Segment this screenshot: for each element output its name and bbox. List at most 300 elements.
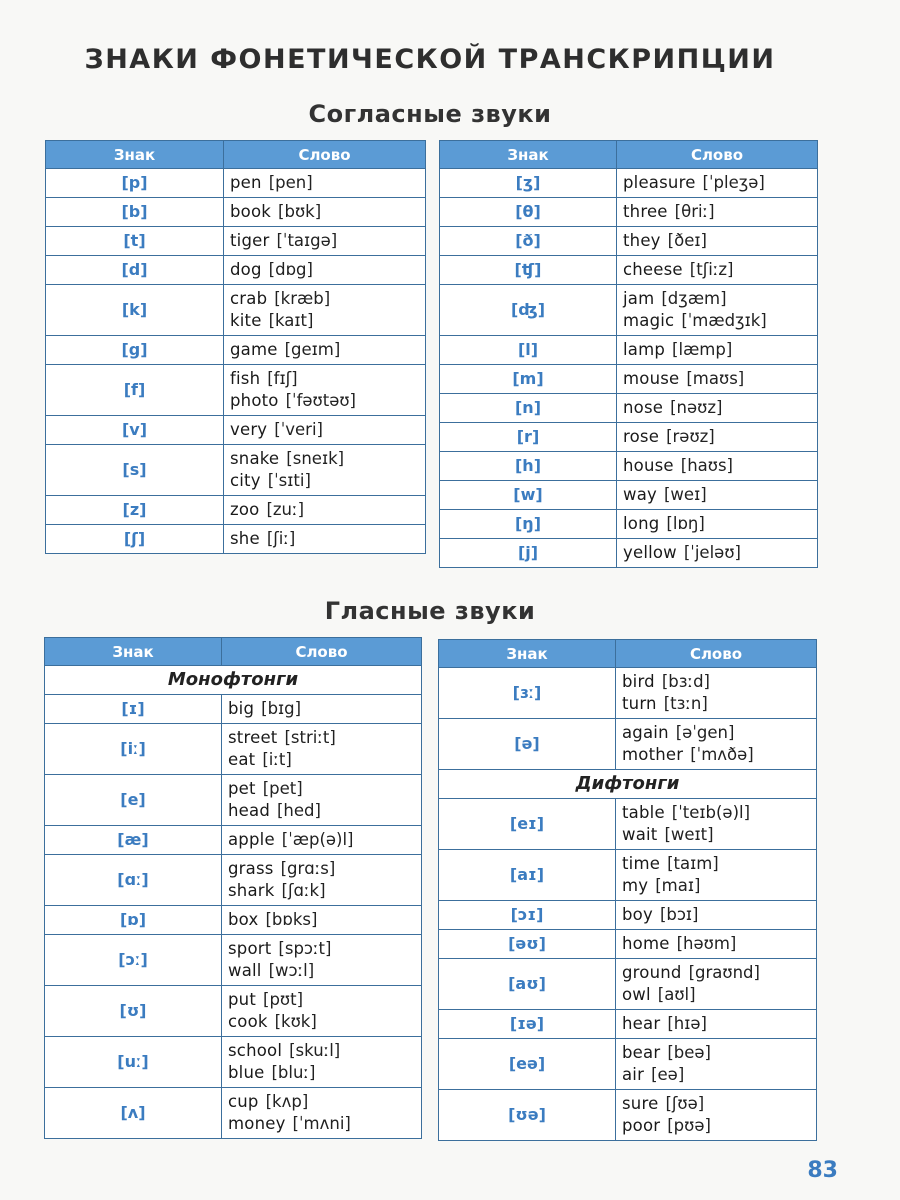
table-row: [439, 959, 817, 1010]
example-line: [228, 749, 421, 771]
example-word: my: [622, 876, 649, 895]
example-line: [228, 1113, 421, 1135]
example-word: box: [228, 910, 259, 929]
example-cell: [616, 719, 817, 770]
example-cell: [617, 452, 818, 481]
vowels-table-right: [438, 639, 817, 1141]
transcription: [skuːl]: [289, 1041, 341, 1060]
phonetic-symbol: [ʊə]: [439, 1090, 616, 1141]
transcription: [bʊk]: [278, 202, 322, 221]
transcription: [beə]: [667, 1043, 711, 1062]
example-word: kite: [230, 311, 262, 330]
example-cell: [224, 445, 426, 496]
example-line: [230, 339, 425, 361]
example-word: blue: [228, 1063, 265, 1082]
example-line: [623, 513, 817, 535]
example-line: [623, 339, 817, 361]
example-word: three: [623, 202, 668, 221]
transcription: [zuː]: [266, 500, 305, 519]
subheader-label: Монофтонги: [45, 666, 422, 695]
table-row: [45, 724, 422, 775]
table-row: [439, 1039, 817, 1090]
example-line: [230, 499, 425, 521]
example-cell: [617, 336, 818, 365]
table-row: [440, 481, 818, 510]
table-row: [439, 668, 817, 719]
phonetic-symbol: [f]: [46, 365, 224, 416]
example-line: [228, 1062, 421, 1084]
table-row: [46, 169, 426, 198]
example-cell: [224, 336, 426, 365]
transcription: [kʊk]: [274, 1012, 317, 1031]
transcription: [tɜːn]: [663, 694, 708, 713]
example-word: eat: [228, 750, 256, 769]
transcription: [ðeɪ]: [667, 231, 707, 250]
example-word: book: [230, 202, 272, 221]
example-line: [228, 1011, 421, 1033]
example-word: photo: [230, 391, 279, 410]
phonetic-symbol: [m]: [440, 365, 617, 394]
example-line: [230, 310, 425, 332]
example-word: house: [623, 456, 674, 475]
example-cell: [617, 539, 818, 568]
transcription: [hɪə]: [667, 1014, 707, 1033]
example-cell: [616, 1010, 817, 1039]
example-cell: [616, 668, 817, 719]
consonants-heading: Согласные звуки: [308, 100, 552, 128]
transcription: [sneɪk]: [286, 449, 345, 468]
table-row: [440, 423, 818, 452]
phonetic-symbol: [d]: [46, 256, 224, 285]
phonetic-symbol: [ə]: [439, 719, 616, 770]
example-word: sport: [228, 939, 272, 958]
transcription: [aʊl]: [657, 985, 696, 1004]
phonetic-symbol: [aʊ]: [439, 959, 616, 1010]
table-row: [439, 930, 817, 959]
example-line: [622, 1093, 816, 1115]
example-word: long: [623, 514, 660, 533]
table-row: [440, 365, 818, 394]
table-row: [440, 510, 818, 539]
example-word: bird: [622, 672, 655, 691]
example-line: [228, 698, 421, 720]
example-cell: [222, 1037, 422, 1088]
table-row: [46, 365, 426, 416]
example-word: lamp: [623, 340, 666, 359]
table-row: [440, 394, 818, 423]
phonetic-symbol: [ɒ]: [45, 906, 222, 935]
example-line: [228, 938, 421, 960]
transcription: [ˈmʌðə]: [690, 745, 754, 764]
example-cell: [616, 901, 817, 930]
transcription: [bɜːd]: [661, 672, 710, 691]
example-word: dog: [230, 260, 262, 279]
example-line: [230, 528, 425, 550]
transcription: [bɔɪ]: [659, 905, 699, 924]
example-line: [623, 455, 817, 477]
example-line: [228, 727, 421, 749]
example-line: [622, 1064, 816, 1086]
phonetic-symbol: [ɔː]: [45, 935, 222, 986]
phonetic-symbol: [s]: [46, 445, 224, 496]
example-line: [623, 201, 817, 223]
example-line: [622, 875, 816, 897]
example-cell: [617, 227, 818, 256]
phonetic-symbol: [ʒ]: [440, 169, 617, 198]
example-cell: [224, 416, 426, 445]
table-row: [45, 986, 422, 1037]
example-word: very: [230, 420, 268, 439]
example-word: time: [622, 854, 661, 873]
example-word: grass: [228, 859, 274, 878]
column-header-word: Слово: [616, 640, 817, 668]
example-line: [230, 230, 425, 252]
phonetic-symbol: [ʃ]: [46, 525, 224, 554]
example-cell: [222, 906, 422, 935]
example-line: [623, 310, 817, 332]
example-word: shark: [228, 881, 275, 900]
phonetic-symbol: [j]: [440, 539, 617, 568]
example-cell: [224, 227, 426, 256]
example-cell: [616, 959, 817, 1010]
table-row: [46, 445, 426, 496]
example-line: [623, 397, 817, 419]
table-row: [440, 227, 818, 256]
transcription: [maʊs]: [686, 369, 745, 388]
example-line: [623, 230, 817, 252]
example-word: home: [622, 934, 670, 953]
transcription: [graʊnd]: [688, 963, 760, 982]
example-cell: [617, 256, 818, 285]
table-row: [46, 525, 426, 554]
transcription: [ˈfəʊtəʊ]: [285, 391, 356, 410]
table-row: [46, 336, 426, 365]
phonetic-symbol: [aɪ]: [439, 850, 616, 901]
example-line: [622, 1042, 816, 1064]
table-row: [45, 935, 422, 986]
example-line: [622, 904, 816, 926]
example-cell: [617, 285, 818, 336]
example-line: [228, 989, 421, 1011]
transcription: [nəʊz]: [670, 398, 723, 417]
phonetic-symbol: [ɪə]: [439, 1010, 616, 1039]
transcription: [kʌp]: [265, 1092, 309, 1111]
transcription: [θriː]: [674, 202, 715, 221]
table-row: [439, 901, 817, 930]
example-line: [230, 470, 425, 492]
example-cell: [224, 365, 426, 416]
phonetic-symbol: [ʊ]: [45, 986, 222, 1037]
example-line: [623, 259, 817, 281]
table-row: [439, 850, 817, 901]
transcription: [maɪ]: [655, 876, 701, 895]
example-line: [623, 368, 817, 390]
example-line: [230, 288, 425, 310]
example-line: [622, 802, 816, 824]
transcription: [ʃʊə]: [665, 1094, 705, 1113]
example-cell: [224, 198, 426, 227]
subheader-row: [45, 666, 422, 695]
transcription: [pʊə]: [667, 1116, 711, 1135]
phonetic-symbol: [p]: [46, 169, 224, 198]
transcription: [iːt]: [262, 750, 292, 769]
example-word: air: [622, 1065, 645, 1084]
example-word: cook: [228, 1012, 268, 1031]
example-word: head: [228, 801, 270, 820]
example-word: money: [228, 1114, 286, 1133]
phonetic-symbol: [eə]: [439, 1039, 616, 1090]
transcription: [eə]: [651, 1065, 685, 1084]
transcription: [bluː]: [271, 1063, 316, 1082]
table-row: [440, 539, 818, 568]
example-line: [228, 858, 421, 880]
phonetic-symbol: [ɑː]: [45, 855, 222, 906]
table-row: [440, 169, 818, 198]
example-word: cup: [228, 1092, 259, 1111]
example-line: [622, 853, 816, 875]
example-cell: [224, 525, 426, 554]
example-line: [623, 484, 817, 506]
transcription: [ʃiː]: [266, 529, 296, 548]
example-cell: [222, 986, 422, 1037]
example-cell: [224, 496, 426, 525]
example-cell: [616, 930, 817, 959]
example-cell: [617, 198, 818, 227]
example-cell: [617, 169, 818, 198]
table-row: [46, 198, 426, 227]
example-word: boy: [622, 905, 653, 924]
example-line: [623, 288, 817, 310]
example-cell: [617, 394, 818, 423]
example-line: [623, 172, 817, 194]
page-number: 83: [807, 1158, 838, 1183]
phonetic-symbol: [w]: [440, 481, 617, 510]
transcription: [weɪt]: [664, 825, 714, 844]
example-word: tiger: [230, 231, 270, 250]
example-word: cheese: [623, 260, 683, 279]
table-row: [45, 1037, 422, 1088]
transcription: [fɪʃ]: [267, 369, 298, 388]
transcription: [taɪm]: [667, 854, 719, 873]
example-word: city: [230, 471, 261, 490]
example-line: [622, 722, 816, 744]
example-word: ground: [622, 963, 682, 982]
example-word: pet: [228, 779, 256, 798]
table-row: [440, 198, 818, 227]
example-cell: [616, 850, 817, 901]
example-line: [228, 800, 421, 822]
phonetic-symbol: [t]: [46, 227, 224, 256]
example-word: mother: [622, 745, 684, 764]
table-row: [45, 775, 422, 826]
example-word: they: [623, 231, 661, 250]
transcription: [pen]: [268, 173, 313, 192]
example-word: poor: [622, 1116, 661, 1135]
example-cell: [616, 1090, 817, 1141]
example-cell: [224, 256, 426, 285]
example-cell: [224, 169, 426, 198]
phonetic-symbol: [ʌ]: [45, 1088, 222, 1139]
column-header-sign: Знак: [46, 141, 224, 169]
phonetic-symbol: [k]: [46, 285, 224, 336]
example-cell: [222, 855, 422, 906]
example-line: [622, 984, 816, 1006]
table-row: [46, 496, 426, 525]
example-line: [230, 368, 425, 390]
phonetic-symbol: [æ]: [45, 826, 222, 855]
table-row: [440, 452, 818, 481]
column-header-word: Слово: [224, 141, 426, 169]
transcription: [haʊs]: [680, 456, 733, 475]
table-row: [440, 285, 818, 336]
phonetic-symbol: [z]: [46, 496, 224, 525]
example-word: turn: [622, 694, 657, 713]
subheader-label: Дифтонги: [439, 770, 817, 799]
example-line: [230, 419, 425, 441]
example-cell: [617, 510, 818, 539]
phonetic-symbol: [v]: [46, 416, 224, 445]
table-row: [45, 826, 422, 855]
transcription: [həʊm]: [676, 934, 737, 953]
transcription: [bɒks]: [265, 910, 318, 929]
example-line: [622, 1115, 816, 1137]
transcription: [ˈtaɪgə]: [276, 231, 338, 250]
transcription: [kaɪt]: [268, 311, 314, 330]
transcription: [kræb]: [274, 289, 331, 308]
example-cell: [617, 481, 818, 510]
transcription: [lɒŋ]: [666, 514, 705, 533]
example-word: she: [230, 529, 260, 548]
example-word: sure: [622, 1094, 659, 1113]
subheader-row: [439, 770, 817, 799]
example-line: [622, 693, 816, 715]
example-word: school: [228, 1041, 283, 1060]
phonetic-symbol: [ɔɪ]: [439, 901, 616, 930]
example-cell: [222, 724, 422, 775]
transcription: [ˈsɪti]: [267, 471, 311, 490]
transcription: [ˈpleʒə]: [702, 173, 765, 192]
example-cell: [222, 695, 422, 724]
table-row: [440, 256, 818, 285]
example-cell: [616, 1039, 817, 1090]
example-word: snake: [230, 449, 280, 468]
phonetic-symbol: [θ]: [440, 198, 617, 227]
transcription: [pʊt]: [263, 990, 304, 1009]
transcription: [ˈmædʒɪk]: [681, 311, 767, 330]
example-word: rose: [623, 427, 660, 446]
example-cell: [222, 935, 422, 986]
example-word: way: [623, 485, 657, 504]
transcription: [ʃɑːk]: [281, 881, 326, 900]
example-cell: [616, 799, 817, 850]
column-header-word: Слово: [222, 638, 422, 666]
phonetic-symbol: [ʤ]: [440, 285, 617, 336]
transcription: [dʒæm]: [661, 289, 727, 308]
transcription: [weɪ]: [663, 485, 707, 504]
vowels-heading: Гласные звуки: [324, 597, 536, 625]
consonants-table-right: [439, 140, 818, 568]
table-row: [45, 1088, 422, 1139]
phonetic-symbol: [ɪ]: [45, 695, 222, 724]
table-row: [439, 1010, 817, 1039]
transcription: [grɑːs]: [280, 859, 336, 878]
phonetic-symbol: [e]: [45, 775, 222, 826]
example-word: jam: [623, 289, 655, 308]
transcription: [læmp]: [672, 340, 733, 359]
example-word: nose: [623, 398, 664, 417]
table-row: [439, 719, 817, 770]
column-header-sign: Знак: [45, 638, 222, 666]
example-word: crab: [230, 289, 268, 308]
phonetic-symbol: [iː]: [45, 724, 222, 775]
phonetic-symbol: [ʧ]: [440, 256, 617, 285]
phonetic-symbol: [eɪ]: [439, 799, 616, 850]
example-word: street: [228, 728, 278, 747]
phonetic-symbol: [b]: [46, 198, 224, 227]
example-word: wall: [228, 961, 262, 980]
example-cell: [617, 365, 818, 394]
table-row: [439, 799, 817, 850]
phonetic-symbol: [ð]: [440, 227, 617, 256]
column-header-word: Слово: [617, 141, 818, 169]
phonetic-symbol: [l]: [440, 336, 617, 365]
example-word: put: [228, 990, 257, 1009]
table-row: [45, 855, 422, 906]
example-word: zoo: [230, 500, 260, 519]
example-word: table: [622, 803, 665, 822]
example-word: owl: [622, 985, 651, 1004]
example-word: wait: [622, 825, 658, 844]
example-line: [622, 744, 816, 766]
example-cell: [224, 285, 426, 336]
example-line: [228, 778, 421, 800]
phonetic-symbol: [r]: [440, 423, 617, 452]
transcription: [ˈæp(ə)l]: [281, 830, 354, 849]
transcription: [rəʊz]: [666, 427, 715, 446]
example-line: [228, 1091, 421, 1113]
phonetic-symbol: [ŋ]: [440, 510, 617, 539]
example-line: [622, 933, 816, 955]
example-word: pleasure: [623, 173, 696, 192]
example-line: [230, 448, 425, 470]
table-row: [46, 416, 426, 445]
example-word: game: [230, 340, 278, 359]
example-word: apple: [228, 830, 275, 849]
transcription: [ˈteɪb(ə)l]: [671, 803, 751, 822]
example-cell: [222, 826, 422, 855]
example-word: again: [622, 723, 669, 742]
example-line: [622, 671, 816, 693]
phonetic-symbol: [g]: [46, 336, 224, 365]
column-header-sign: Знак: [439, 640, 616, 668]
phonetic-symbol: [əʊ]: [439, 930, 616, 959]
transcription: [geɪm]: [284, 340, 341, 359]
example-word: yellow: [623, 543, 677, 562]
transcription: [əˈgen]: [675, 723, 735, 742]
transcription: [spɔːt]: [278, 939, 332, 958]
page-title: ЗНАКИ ФОНЕТИЧЕСКОЙ ТРАНСКРИПЦИИ: [84, 44, 776, 75]
table-row: [46, 227, 426, 256]
example-line: [622, 962, 816, 984]
table-row: [45, 906, 422, 935]
transcription: [tʃiːz]: [689, 260, 734, 279]
example-word: magic: [623, 311, 675, 330]
example-line: [623, 426, 817, 448]
example-word: hear: [622, 1014, 661, 1033]
phonetic-symbol: [uː]: [45, 1037, 222, 1088]
vowels-table-left: [44, 637, 422, 1139]
transcription: [wɔːl]: [268, 961, 315, 980]
